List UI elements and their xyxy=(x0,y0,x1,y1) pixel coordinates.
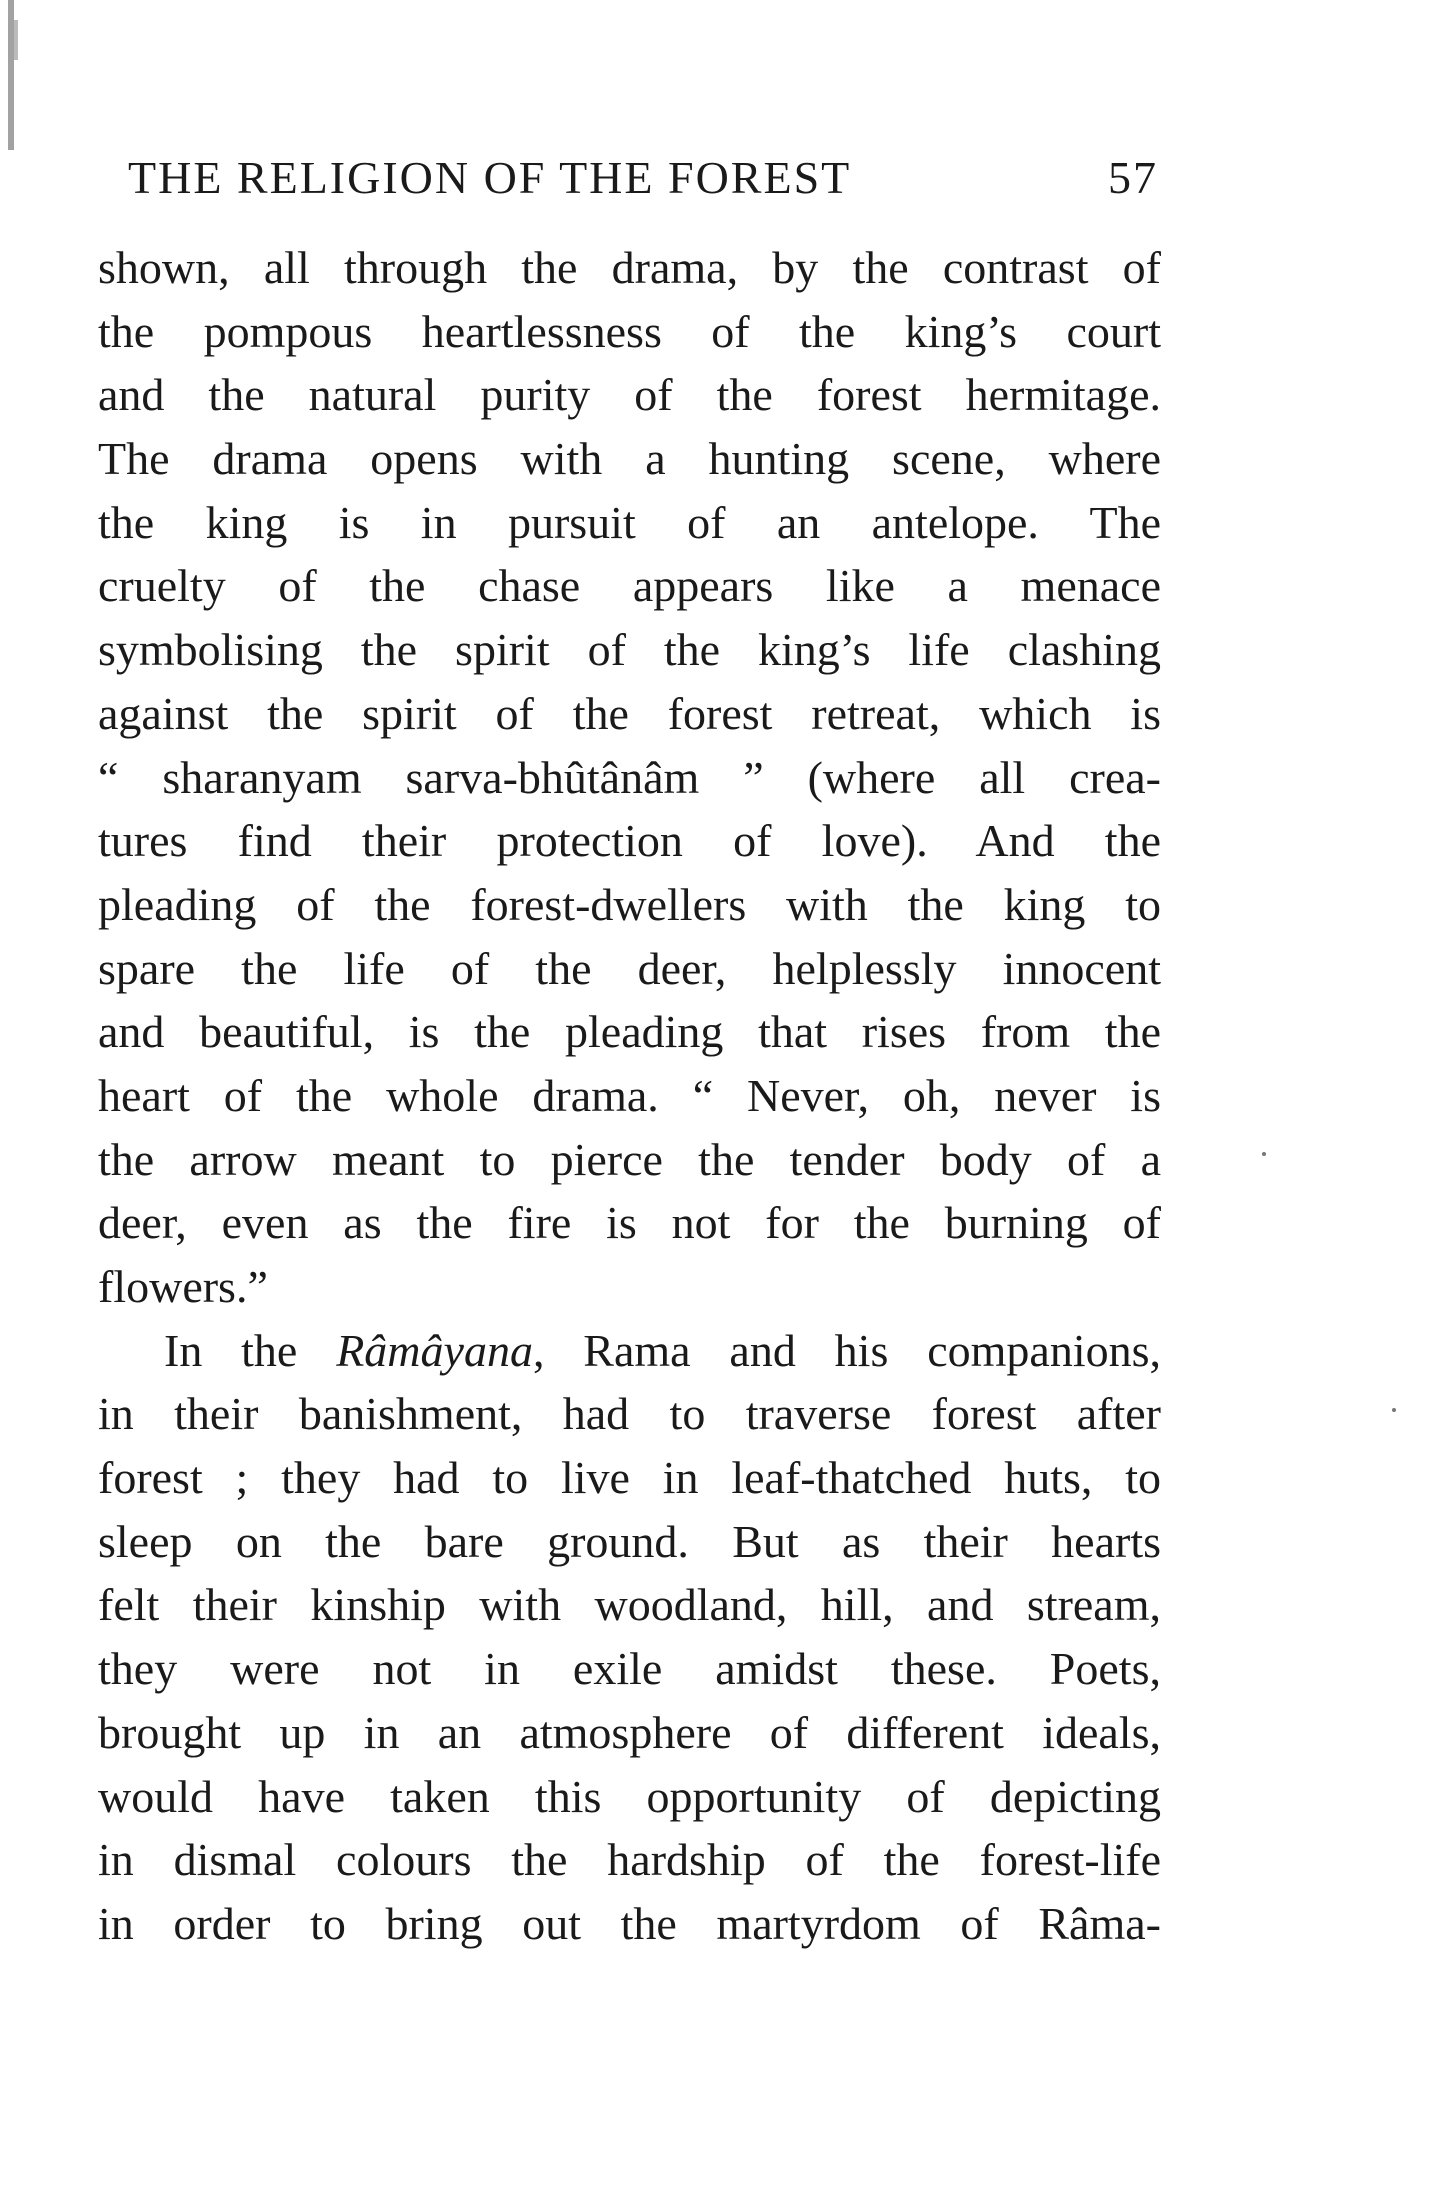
text-line: “ sharanyam sarva-bhûtânâm ” (where all crea- xyxy=(98,751,1161,803)
scan-speck xyxy=(1392,1408,1396,1412)
text-run: , Rama and his companions, xyxy=(532,1324,1161,1376)
text-line: cruelty of the chase appears like a menace xyxy=(98,560,1161,612)
text-line: against the spirit of the forest retreat, which is xyxy=(98,687,1161,739)
text-line: pleading of the forest-dwellers with the king to xyxy=(98,878,1161,930)
scan-artifact xyxy=(14,20,18,60)
text-line: shown, all through the drama, by the contrast of xyxy=(98,242,1161,293)
text-line: and the natural purity of the forest hermitage. xyxy=(98,369,1161,421)
paragraph-first-line xyxy=(98,1319,1161,1383)
text-line: sleep on the bare ground. But as their hearts xyxy=(98,1515,1161,1567)
scan-speck xyxy=(1262,1152,1266,1156)
text-line: symbolising the spirit of the king’s life clashing xyxy=(98,624,1161,676)
text-line: heart of the whole drama. “ Never, oh, never is xyxy=(98,1069,1161,1121)
text-line: forest ; they had to live in leaf-thatched huts, to xyxy=(98,1452,1161,1504)
text-line: the king is in pursuit of an antelope. The xyxy=(98,496,1161,548)
text-line: they were not in exile amidst these. Poets, xyxy=(98,1643,1161,1695)
text-line: spare the life of the deer, helplessly innocent xyxy=(98,942,1161,994)
text-line: brought up in an atmosphere of different ideals, xyxy=(98,1706,1161,1758)
text-line: deer, even as the fire is not for the burning of xyxy=(98,1197,1161,1249)
text-line: tures find their protection of love). And the xyxy=(98,815,1161,867)
body-text xyxy=(98,236,1161,1956)
text-line: would have taken this opportunity of depicting xyxy=(98,1770,1161,1822)
text-line: the arrow meant to pierce the tender body of a xyxy=(98,1133,1161,1185)
text-run: In the xyxy=(164,1324,337,1376)
text-line: The drama opens with a hunting scene, where xyxy=(98,433,1161,485)
running-head xyxy=(128,148,1158,208)
text-line: the pompous heartlessness of the king’s court xyxy=(98,305,1161,357)
page-number: 57 xyxy=(1108,152,1158,203)
text-line: in dismal colours the hardship of the forest-life xyxy=(98,1834,1161,1886)
text-line: in order to bring out the martyrdom of Râma- xyxy=(98,1897,1161,1949)
text-line: and beautiful, is the pleading that rises from the xyxy=(98,1006,1161,1058)
running-head-title: THE RELIGION OF THE FOREST xyxy=(128,152,852,203)
text-line: felt their kinship with woodland, hill, and stream, xyxy=(98,1579,1161,1631)
text-line: flowers.” xyxy=(98,1261,268,1312)
book-title-italic: Râmâyana xyxy=(336,1324,533,1376)
text-line: in their banishment, had to traverse forest after xyxy=(98,1388,1161,1440)
